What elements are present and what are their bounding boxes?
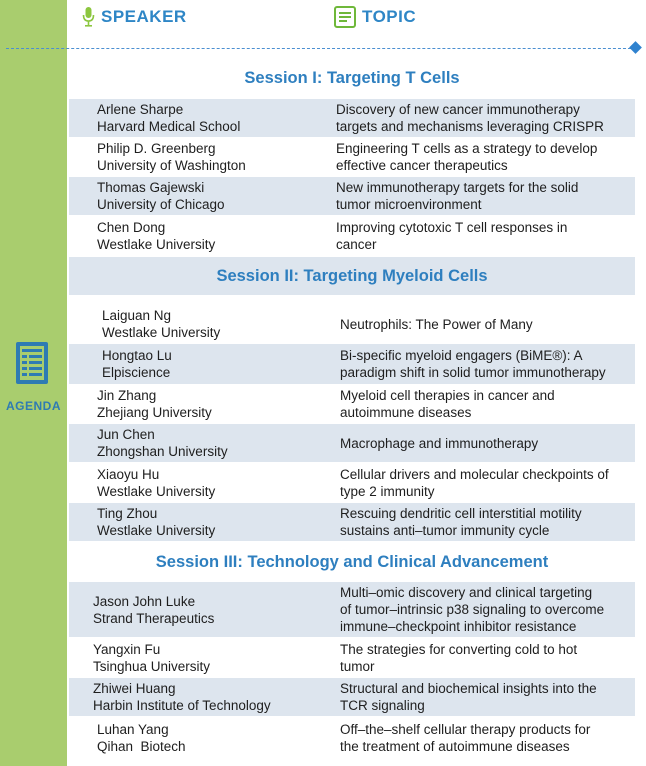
speaker-cell: [97, 463, 215, 502]
topic-line: type 2 immunity: [340, 483, 435, 499]
speaker-cell: [97, 384, 212, 423]
speaker-cell: [97, 424, 228, 462]
agenda-row: [69, 344, 635, 384]
topic-cell: [336, 177, 578, 215]
topic-cell: [340, 384, 555, 423]
speaker-org: Qihan Biotech: [97, 739, 186, 754]
speaker-name: Ting Zhou: [97, 506, 158, 521]
speaker-cell: [97, 138, 246, 176]
topic-line: sustains anti–tumor immunity cycle: [340, 523, 550, 538]
speaker-name: Zhiwei Huang: [93, 681, 176, 696]
speaker-name: Arlene Sharpe: [97, 102, 184, 117]
speaker-header-label: SPEAKER: [101, 7, 187, 26]
topic-header: [334, 6, 416, 28]
speaker-cell: [97, 99, 240, 137]
session-title: Session II: Targeting Myeloid Cells: [216, 267, 488, 285]
topic-line: tumor microenvironment: [336, 197, 482, 212]
topic-line: the treatment of autoimmune diseases: [340, 739, 570, 754]
topic-line: TCR signaling: [340, 698, 425, 713]
topic-line: New immunotherapy targets for the solid: [336, 180, 579, 195]
speaker-org: University of Chicago: [97, 197, 225, 212]
speaker-cell: [93, 678, 271, 716]
speaker-cell: [102, 344, 172, 384]
speaker-name: Jun Chen: [97, 427, 155, 442]
topic-cell: [340, 638, 577, 677]
topic-cell: [340, 718, 590, 758]
speaker-name: Jin Zhang: [97, 387, 157, 403]
topic-line: Cellular drivers and molecular checkpoints of: [340, 466, 609, 482]
agenda-row: [69, 424, 635, 462]
agenda-row: [69, 582, 635, 637]
speaker-name: Thomas Gajewski: [97, 180, 205, 195]
speaker-name: Philip D. Greenberg: [97, 141, 216, 156]
topic-cell: [340, 678, 597, 716]
speaker-org: Strand Therapeutics: [93, 610, 215, 626]
agenda-row: [69, 678, 635, 716]
speaker-org: Westlake University: [97, 237, 216, 252]
agenda-row: [69, 217, 635, 255]
speaker-org: Westlake University: [97, 523, 216, 538]
topic-line: Macrophage and immunotherapy: [340, 435, 539, 451]
topic-line: Myeloid cell therapies in cancer and: [340, 387, 555, 403]
agenda-label: AGENDA: [5, 399, 61, 413]
topic-cell: [340, 344, 606, 384]
topic-cell: [340, 304, 533, 344]
speaker-cell: [102, 304, 220, 344]
header-divider: [6, 48, 636, 49]
speaker-org: Elpiscience: [102, 365, 171, 380]
topic-cell: [340, 503, 582, 541]
speaker-name: Luhan Yang: [97, 722, 169, 737]
topic-line: immune–checkpoint inhibitor resistance: [340, 619, 577, 634]
speaker-name: Yangxin Fu: [93, 641, 161, 657]
speaker-org: Westlake University: [97, 483, 216, 499]
divider-diamond: [629, 41, 642, 54]
topic-line: tumor: [340, 658, 375, 674]
speaker-name: Hongtao Lu: [102, 348, 172, 363]
topic-line: paradigm shift in solid tumor immunotherapy: [340, 365, 606, 380]
agenda-row: [69, 138, 635, 176]
topic-line: Bi-specific myeloid engagers (BiME®): A: [340, 348, 583, 363]
topic-cell: [340, 463, 609, 502]
speaker-org: Zhejiang University: [97, 404, 212, 420]
topic-line: Multi–omic discovery and clinical targeting: [340, 585, 593, 600]
topic-line: Rescuing dendritic cell interstitial motility: [340, 506, 582, 521]
speaker-name: Jason John Luke: [93, 593, 196, 609]
speaker-name: Chen Dong: [97, 220, 166, 235]
topic-line: Discovery of new cancer immunotherapy: [336, 102, 580, 117]
topic-line: The strategies for converting cold to hot: [340, 641, 578, 657]
speaker-cell: [97, 177, 225, 215]
topic-line: targets and mechanisms leveraging CRISPR: [336, 119, 604, 134]
agenda-row: [69, 99, 635, 137]
speaker-cell: [93, 638, 210, 677]
agenda-row: [69, 718, 635, 758]
topic-cell: [336, 217, 567, 255]
topic-line: of tumor–intrinsic p38 signaling to overcome: [340, 602, 605, 617]
topic-icon: [334, 6, 356, 28]
agenda-icon: [15, 341, 49, 385]
topic-header-label: TOPIC: [362, 7, 417, 26]
session-title: Session I: Targeting T Cells: [244, 69, 460, 87]
topic-cell: [336, 99, 604, 137]
agenda-row: [69, 177, 635, 215]
topic-cell: [336, 138, 597, 176]
microphone-icon: [82, 6, 95, 28]
topic-line: Engineering T cells as a strategy to develop: [336, 141, 598, 156]
speaker-org: Tsinghua University: [93, 658, 211, 674]
topic-line: effective cancer therapeutics: [336, 158, 508, 173]
topic-line: Neutrophils: The Power of Many: [340, 316, 533, 332]
topic-line: Improving cytotoxic T cell responses in: [336, 220, 568, 235]
topic-cell: [340, 424, 538, 462]
speaker-org: Harvard Medical School: [97, 119, 241, 134]
topic-cell: [340, 582, 604, 637]
speaker-org: Zhongshan University: [97, 444, 228, 459]
speaker-cell: [97, 718, 186, 758]
speaker-cell: [93, 582, 214, 637]
topic-line: Structural and biochemical insights into the: [340, 681, 597, 696]
agenda-row: [69, 304, 635, 344]
topic-line: Off–the–shelf cellular therapy products for: [340, 722, 591, 737]
agenda-row: [69, 503, 635, 541]
speaker-name: Xiaoyu Hu: [97, 466, 160, 482]
topic-line: cancer: [336, 237, 377, 252]
session-title: Session III: Technology and Clinical Advancement: [155, 553, 549, 571]
speaker-org: Harbin Institute of Technology: [93, 698, 271, 713]
speaker-cell: [97, 217, 215, 255]
topic-line: autoimmune diseases: [340, 404, 472, 420]
speaker-cell: [97, 503, 215, 541]
agenda-row: [69, 638, 635, 677]
speaker-org: Westlake University: [102, 325, 221, 340]
speaker-header: [82, 6, 187, 28]
speaker-org: University of Washington: [97, 158, 246, 173]
agenda-row: [69, 463, 635, 502]
agenda-row: [69, 384, 635, 423]
speaker-name: Laiguan Ng: [102, 308, 172, 323]
